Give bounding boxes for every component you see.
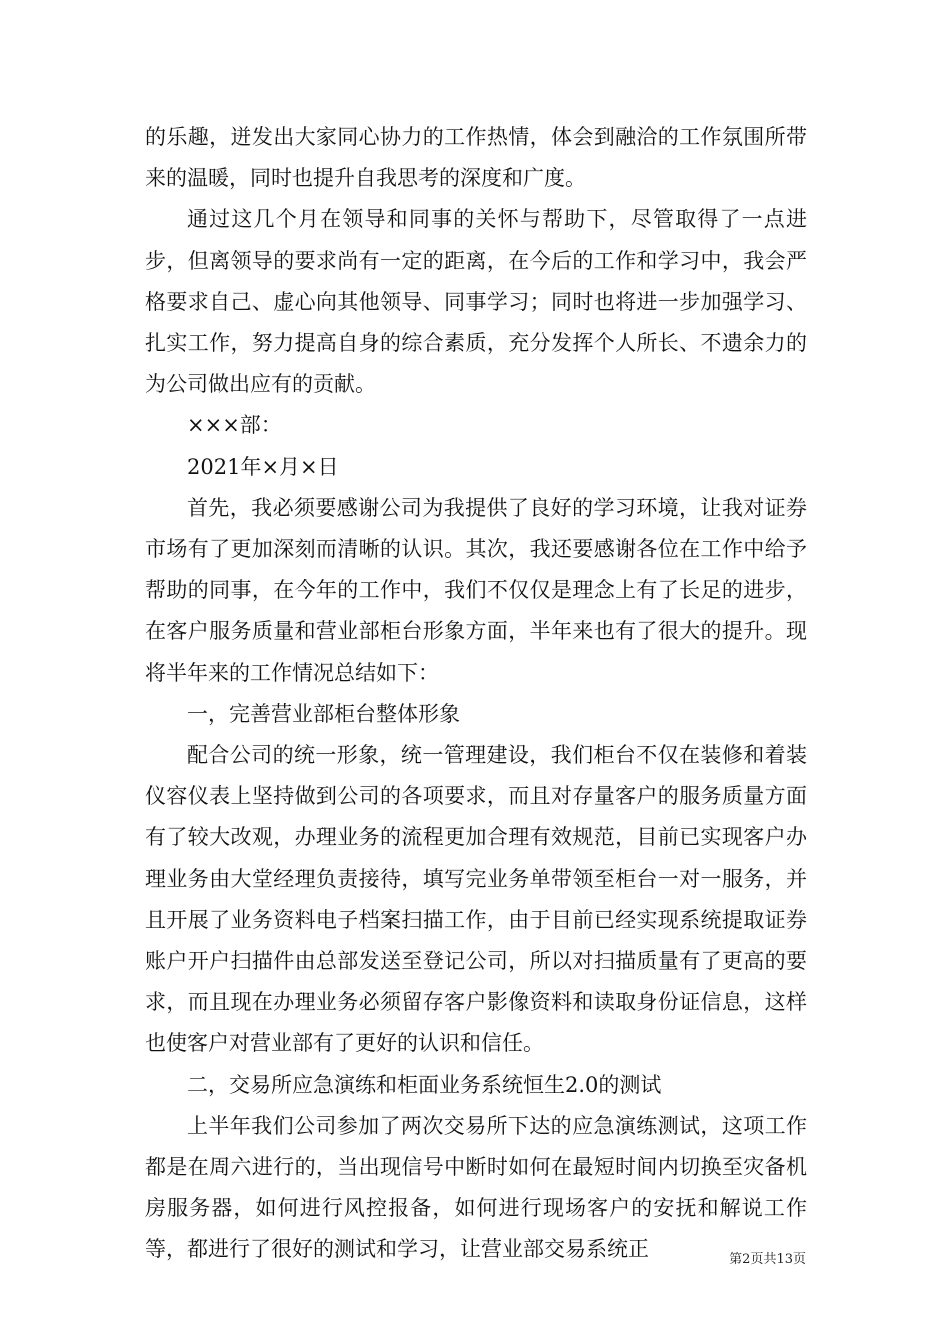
paragraph-section-1: 配合公司的统一形象，统一管理建设，我们柜台不仅在装修和着装仪容仪表上坚持做到公司的各项要求，而且对存量客户的服务质量方面有了较大改观，办理业务的流程更加合理有效规范，目前已实现客户办理业务由大堂经理负责接待，填写完业务单带领至柜台一对一服务，并且开展了业务资料电子档案扫描工作，由于目前已经实现系统提取证券账户开户扫描件由总部发送至登记公司，所以对扫描质量有了更高的要求，而且现在办理业务必须留存客户影像资料和读取身份证信息，这样也使客户对营业部有了更好的认识和信任。 <box>145 743 807 1056</box>
paragraph-introduction: 首先，我必须要感谢公司为我提供了良好的学习环境，让我对证券市场有了更加深刻而清晰的认识。其次，我还要感谢各位在工作中给予帮助的同事，在今年的工作中，我们不仅仅是理念上有了长足的进步，在客户服务质量和营业部柜台形象方面，半年来也有了很大的提升。现将半年来的工作情况总结如下： <box>145 495 807 685</box>
document-body <box>145 117 807 1271</box>
signature-date: 2021年×月×日 <box>187 454 339 479</box>
paragraph-future-commitment: 通过这几个月在领导和同事的关怀与帮助下，尽管取得了一点进步，但离领导的要求尚有一定的距离，在今后的工作和学习中，我会严格要求自己、虚心向其他领导、同事学习；同时也将进一步加强学习、扎实工作，努力提高自身的综合素质，充分发挥个人所长、不遗余力的为公司做出应有的贡献。 <box>145 207 807 397</box>
section-heading-2: 二，交易所应急演练和柜面业务系统恒生2.0的测试 <box>187 1072 662 1097</box>
paragraph-continuation: 的乐趣，迸发出大家同心协力的工作热情，体会到融洽的工作氛围所带来的温暖，同时也提升自我思考的深度和广度。 <box>145 125 807 191</box>
paragraph-section-2: 上半年我们公司参加了两次交易所下达的应急演练测试，这项工作都是在周六进行的，当出现信号中断时如何在最短时间内切换至灾备机房服务器，如何进行风控报备，如何进行现场客户的安抚和解说工作等，都进行了很好的测试和学习，让营业部交易系统正 <box>145 1113 807 1262</box>
signature-department: ×××部： <box>187 413 282 438</box>
section-heading-1: 一，完善营业部柜台整体形象 <box>187 701 460 726</box>
page-number-footer: 第2页共13页 <box>729 1252 806 1267</box>
